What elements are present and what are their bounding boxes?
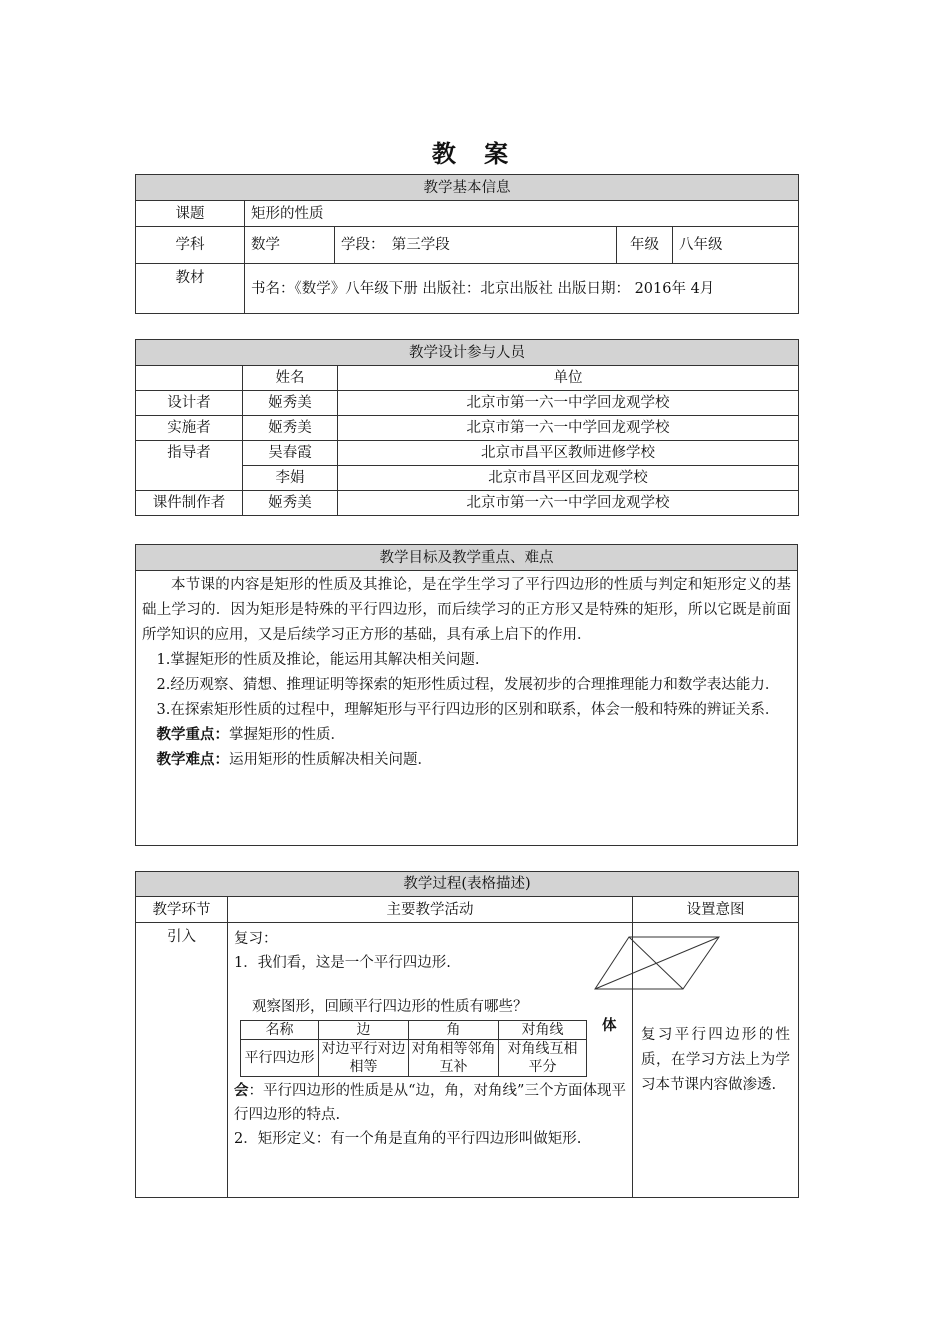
unit-cell: 北京市第一六一中学回龙观学校 <box>338 391 799 416</box>
col-name: 姓名 <box>243 366 338 391</box>
intent-cell: 复习平行四边形的性质，在学习方法上为学习本节课内容做渗透. <box>633 923 799 1198</box>
textbook-value: 书名：《数学》八年级下册 出版社：北京出版社 出版日期： 2016年 4月 <box>245 264 799 314</box>
people-table <box>135 339 799 516</box>
difficult-point <box>142 748 791 773</box>
activity-cell <box>228 923 633 1198</box>
grade-label: 年级 <box>617 227 673 264</box>
name-cell: 姬秀美 <box>243 416 338 441</box>
side-char: 体 <box>602 1018 617 1034</box>
name-cell: 姬秀美 <box>243 391 338 416</box>
role-cell: 实施者 <box>136 416 243 441</box>
unit-cell: 北京市第一六一中学回龙观学校 <box>338 491 799 516</box>
prop-cell: 对角相等邻角互补 <box>409 1040 499 1077</box>
role-cell: 设计者 <box>136 391 243 416</box>
process-table <box>135 871 799 1198</box>
review-point-1: 1．我们看，这是一个平行四边形. <box>234 955 451 971</box>
prop-cell: 平行四边形 <box>241 1040 319 1077</box>
unit-cell: 北京市昌平区教师进修学校 <box>338 441 799 466</box>
basic-info-table <box>135 174 799 314</box>
page-title: 教 案 <box>431 140 519 168</box>
key-point-label: 教学重点： <box>156 727 229 743</box>
stage-cell: 引入 <box>136 923 228 1198</box>
key-point-text: 掌握矩形的性质． <box>229 727 345 743</box>
observe-question: 观察图形，回顾平行四边形的性质有哪些？ <box>252 999 528 1015</box>
people-corner <box>136 366 243 391</box>
col-unit: 单位 <box>338 366 799 391</box>
prop-header: 对角线 <box>499 1021 587 1040</box>
role-cell: 课件制作者 <box>136 491 243 516</box>
people-header: 教学设计参与人员 <box>136 340 799 366</box>
difficult-point-text: 运用矩形的性质解决相关问题． <box>229 752 432 768</box>
review-label: 复习： <box>234 931 278 947</box>
difficult-point-label: 教学难点： <box>156 752 229 768</box>
basic-info-header: 教学基本信息 <box>136 175 799 201</box>
name-cell: 吴春霞 <box>243 441 338 466</box>
parallelogram-figure <box>593 935 721 991</box>
prop-cell: 对角线互相平分 <box>499 1040 587 1077</box>
stage-value: 学段： 第三学段 <box>335 227 617 264</box>
col-activity: 主要教学活动 <box>228 897 633 923</box>
subject-value: 数学 <box>245 227 335 264</box>
prop-header: 边 <box>319 1021 409 1040</box>
goal-item-2: 2.经历观察、猜想、推理证明等探索的矩形性质过程，发展初步的合理推理能力和数学表达能力． <box>156 677 780 693</box>
goals-table <box>135 544 798 846</box>
goal-item-3: 3.在探索矩形性质的过程中，理解矩形与平行四边形的区别和联系，体会一般和特殊的辨证关系． <box>156 702 780 718</box>
topic-value: 矩形的性质 <box>245 201 799 227</box>
name-cell: 李娟 <box>243 466 338 491</box>
properties-table <box>240 1020 587 1077</box>
col-stage: 教学环节 <box>136 897 228 923</box>
prop-cell: 对边平行对边相等 <box>319 1040 409 1077</box>
review-point-2: 2．矩形定义：有一个角是直角的平行四边形叫做矩形. <box>234 1131 582 1147</box>
process-header: 教学过程(表格描述) <box>136 872 799 897</box>
role-cell: 指导者 <box>136 441 243 491</box>
goals-intro: 本节课的内容是矩形的性质及其推论，是在学生学习了平行四边形的性质与判定和矩形定义的基础上学习的．因为矩形是特殊的平行四边形，而后续学习的正方形又是特殊的矩形，所以它既是前面所学知识的应用，又是后续学习正方形的基础，具有承上启下的作用． <box>142 577 791 643</box>
textbook-label: 教材 <box>136 264 245 314</box>
grade-value: 八年级 <box>673 227 799 264</box>
name-cell: 姬秀美 <box>243 491 338 516</box>
subject-label: 学科 <box>136 227 245 264</box>
goals-content <box>136 571 798 846</box>
unit-cell: 北京市昌平区回龙观学校 <box>338 466 799 491</box>
goals-header: 教学目标及教学重点、难点 <box>136 545 798 571</box>
goal-item-1: 1.掌握矩形的性质及推论，能运用其解决相关问题. <box>156 652 480 668</box>
conclusion-bold: 会 <box>234 1083 249 1099</box>
unit-cell: 北京市第一六一中学回龙观学校 <box>338 416 799 441</box>
prop-header: 名称 <box>241 1021 319 1040</box>
col-intent: 设置意图 <box>633 897 799 923</box>
prop-header: 角 <box>409 1021 499 1040</box>
key-point <box>142 723 791 748</box>
conclusion-text: ：平行四边形的性质是从“边，角，对角线”三个方面体现平行四边形的特点. <box>234 1083 627 1123</box>
conclusion <box>234 1079 626 1127</box>
topic-label: 课题 <box>136 201 245 227</box>
